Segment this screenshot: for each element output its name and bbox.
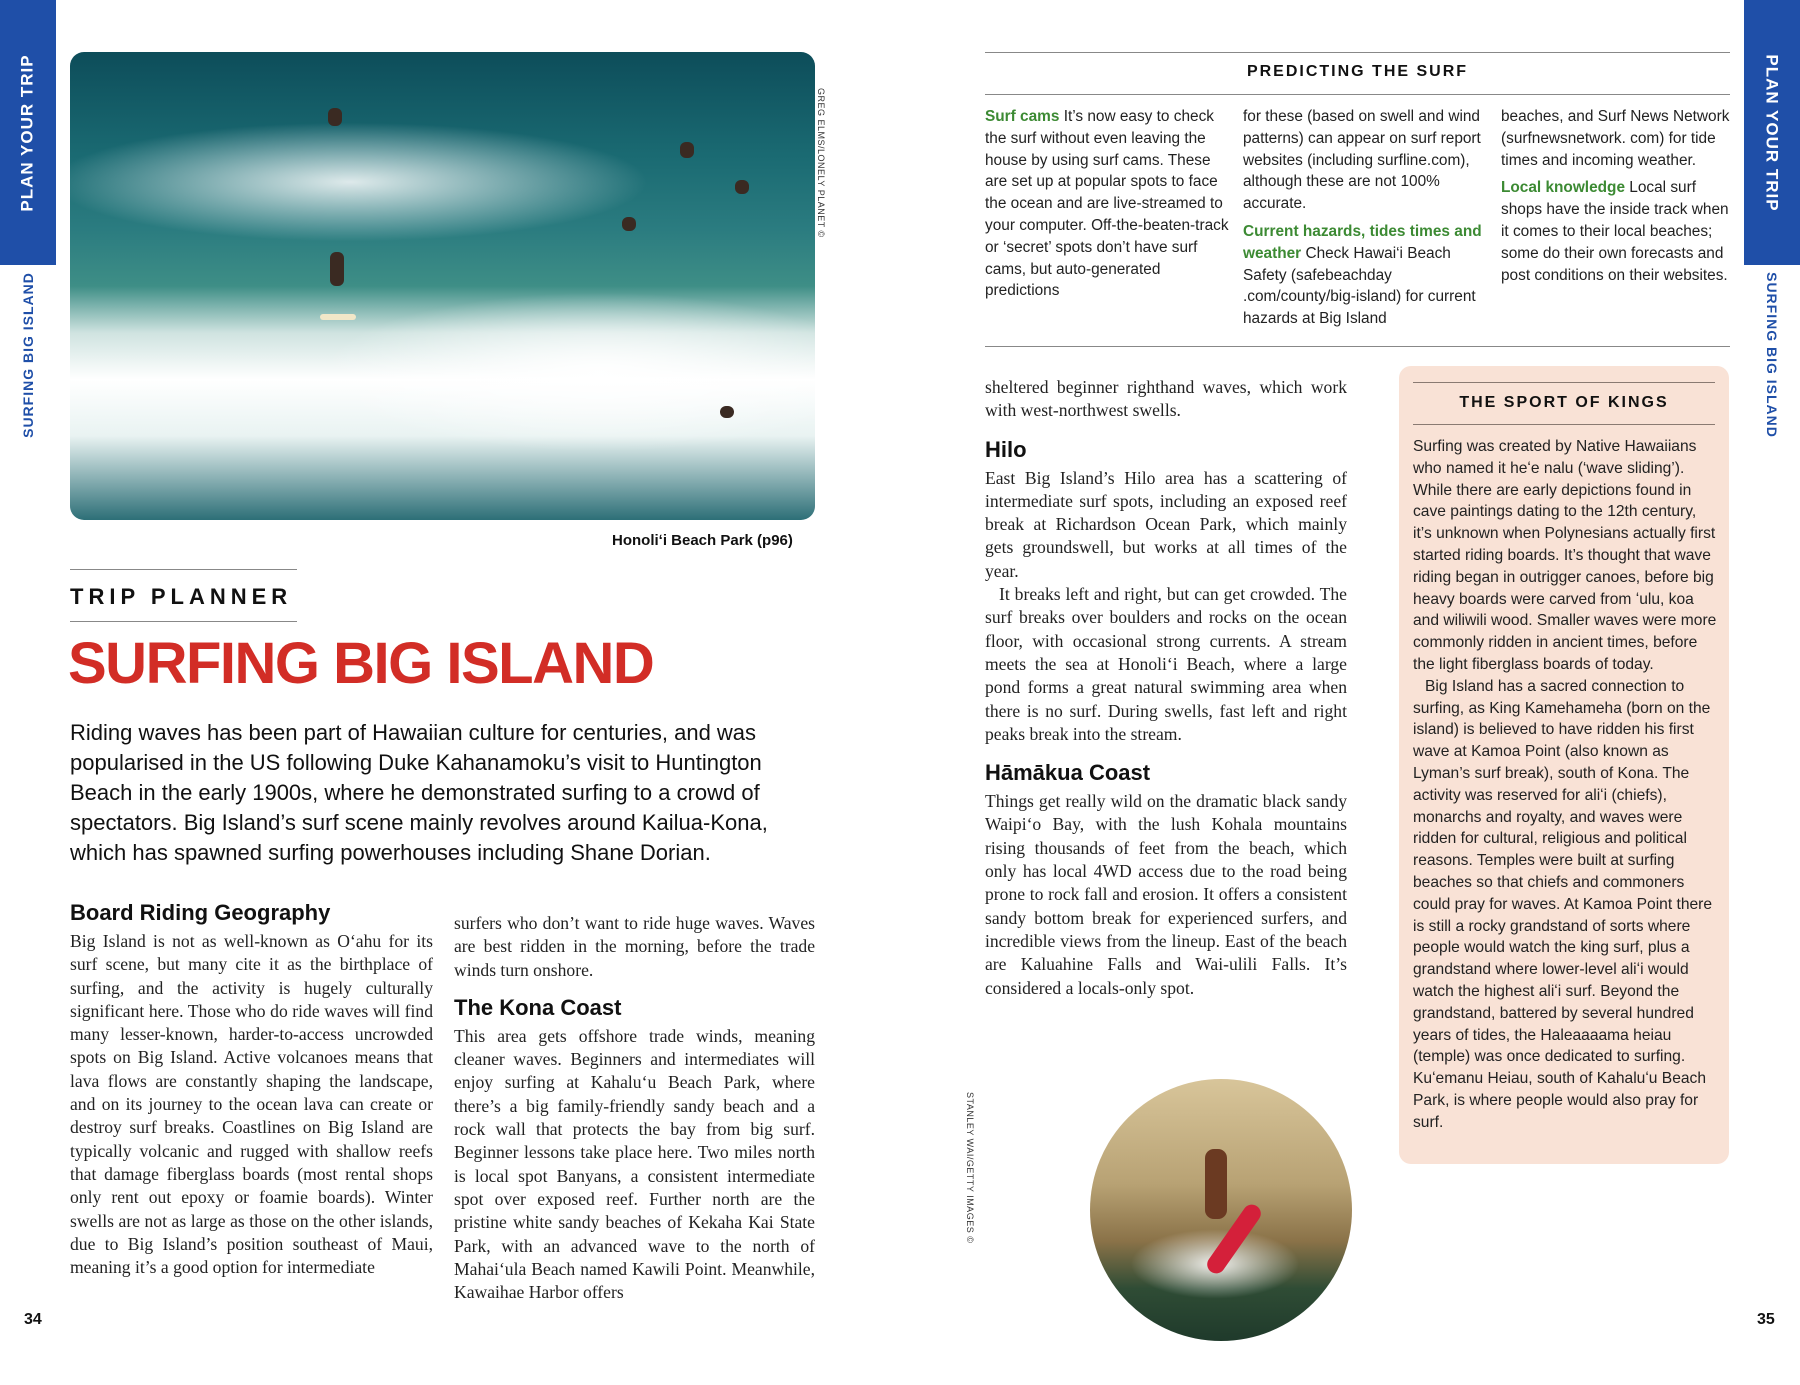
page-number: 35 (1757, 1311, 1775, 1328)
photo-credit: GREG ELMS/LONELY PLANET © (816, 88, 826, 238)
body-paragraph: Surfing was created by Native Hawaiians who named it heʻe nalu (‘wave sliding’). While there are early depictions found in cave paintings dating to the 12th century, it’s unknown when Polynesians actually first started riding boards. It’s thought that wave riding began in outrigger canoes, before big heavy boards were carved from ʻulu, koa and wiliwili wood. Smaller waves were more commonly ridden in ancient times, before the light fiberglass boards of today. (1413, 438, 1717, 673)
page-title: SURFING BIG ISLAND (68, 631, 654, 696)
left-tab-chapter-label: SURFING BIG ISLAND (20, 272, 36, 438)
body-paragraph: East Big Island’s Hilo area has a scattering of intermediate surf spots, including an exposed reef break at Richardson Ocean Park, which mainly gets groundswell, but works at all times of the year. (985, 467, 1347, 581)
left-tab-chapter (0, 265, 56, 445)
right-tab-chapter (1744, 265, 1800, 445)
sport-of-kings-box (1399, 366, 1729, 1164)
section-heading: Hilo (985, 436, 1027, 462)
body-paragraph: It breaks left and right, but can get crowded. The surf breaks over boulders and rocks on the ocean floor, with occasional strong currents. A stream meets the sea at Honoli‘i Beach, where a large pond forms a great natural swimming area when there is no surf. During swells, fast left and right peaks break into the stream. (985, 584, 1347, 744)
surfer-figure (330, 252, 344, 286)
surfer-figure (1205, 1149, 1227, 1219)
divider (70, 569, 297, 570)
wave-crest (70, 122, 650, 242)
tip-text: beaches, and Surf News Network (surfnewsnetwork. com) for tide times and incoming weather. (1501, 108, 1730, 169)
tip-text: Check Hawai‘i Beach Safety (safebeachday .com/county/big-island) for current hazards at Big Island (1243, 244, 1476, 328)
surfer-figure (720, 406, 734, 418)
surfer-figure (622, 217, 636, 231)
box-text (1413, 436, 1717, 1134)
divider (985, 94, 1730, 95)
article-column-3 (985, 376, 1347, 1000)
right-tab-chapter-label: SURFING BIG ISLAND (1764, 272, 1780, 438)
right-tab-section[interactable] (1744, 0, 1800, 265)
divider (1413, 424, 1715, 425)
divider (985, 346, 1730, 347)
section-kicker: TRIP PLANNER (70, 584, 293, 609)
tip-text: Local surf shops have the inside track when it comes to their local beaches; some do their own forecasts and post conditions on their websites. (1501, 179, 1729, 284)
left-tab-section[interactable] (0, 0, 56, 265)
wave-crest (320, 292, 815, 452)
surfer-circle-photo (1090, 1079, 1352, 1341)
surf-photo-honolii (70, 52, 815, 520)
photo-caption: Honoliʻi Beach Park (p96) (612, 532, 793, 549)
section-heading: Board Riding Geography (70, 900, 331, 925)
box-heading: PREDICTING THE SURF (1246, 63, 1469, 80)
divider (1413, 382, 1715, 383)
article-column-2 (454, 912, 815, 1304)
body-paragraph: Big Island has a sacred connection to surfing, as King Kamehameha (born on the island) is believed to have ridden his first wave at Kamoa Point (also known as Lyman’s surf break), south of Kona. The activity was reserved for aliʻi (chiefs), monarchs and royalty, and waves were ridden for cultural, religious and political reasons. Temples were built at surfing beaches so that chiefs and commoners could pray for waves. At Kamoa Point there is still a rocky grandstand of sorts where people would watch the king surf, plus a grandstand where lower-level aliʻi would watch the highest aliʻi surf. Beyond the grandstand, battered by several hundred years of tides, the Haleaaaama heiau (temple) was once dedicated to surfing. Kuʻemanu Heiau, south of Kahaluʻu Beach Park, is where people would also pray for surf. (1413, 677, 1713, 1131)
predict-column-2 (1243, 106, 1488, 330)
surfer-figure (735, 180, 749, 194)
body-paragraph: This area gets offshore trade winds, meaning cleaner waves. Beginners and intermediates will enjoy surfing at Kahalu‘u Beach Park, where there’s a big family-friendly sandy beach and a rock wall that protects the bay from big surf. Beginner lessons take place here. Two miles north is local spot Banyans, a consistent intermediate spot over exposed reef. Further north are the pristine white sandy beaches of Kekaha Kai State Park, with an advanced wave to the north of Mahai‘ula Beach named Kawili Point. Meanwhile, Kawaihae Harbor offers (454, 1025, 815, 1303)
predict-column-3 (1501, 106, 1730, 286)
surfboard (320, 314, 356, 320)
left-side-tab (0, 0, 56, 445)
page-number: 34 (24, 1311, 42, 1328)
surfer-figure (328, 108, 342, 126)
tip-lead: Surf cams (985, 108, 1060, 125)
tip-lead: Local knowledge (1501, 179, 1626, 197)
predict-column-1 (985, 106, 1230, 302)
divider (70, 621, 297, 622)
right-tab-label: PLAN YOUR TRIP (1763, 53, 1783, 212)
box-heading: THE SPORT OF KINGS (1459, 394, 1669, 411)
body-paragraph: surfers who don’t want to ride huge waves. Waves are best ridden in the morning, before the trade winds turn onshore. (454, 913, 815, 980)
photo-credit: STANLEY WAI/GETTY IMAGES © (965, 1092, 975, 1244)
left-tab-label: PLAN YOUR TRIP (18, 53, 38, 212)
surfer-figure (680, 142, 694, 158)
tip-lead: Current hazards, tides times and weather (1243, 222, 1482, 262)
intro-paragraph: Riding waves has been part of Hawaiian culture for centuries, and was popularised in the US following Duke Kahanamoku’s visit to Huntington Beach in the early 1900s, where he demonstrated surfing to a crowd of spectators. Big Island’s surf scene mainly revolves around Kailua-Kona, which has spawned surfing powerhouses including Shane Dorian. (70, 720, 768, 865)
section-heading: Hāmākua Coast (985, 760, 1151, 786)
body-paragraph: Big Island is not as well-known as O‘ahu for its surf scene, but many cite it as the birthplace of surfing, and the activity is hugely culturally significant here. Those who do ride waves will find many lesser-known, harder-to-access uncrowded spots on Big Island. Active volcanoes means that lava flows are constantly shaping the landscape, and on its journey to the ocean lava can create or destroy surf breaks. Coastlines on Big Island are typically volcanic and rugged with shallow reefs that damage fiberglass boards (most rental shops only rent out epoxy or foamie boards). Winter swells are not as large as those on the other islands, due to Big Island’s position southeast of Maui, meaning it’s a good option for intermediate (70, 931, 433, 1278)
tip-text: It’s now easy to check the surf without even leaving the house by using surf cams. These are set up at popular spots to face the ocean and are live-streamed to your computer. Off-the-beaten-track or ‘secret’ spots don’t have surf cams, but auto-generated predictions (985, 108, 1229, 300)
body-paragraph: Things get really wild on the dramatic black sandy Waipi‘o Bay, with the lush Kohala mountains rising thousands of feet from the beach, which only has local 4WD access due to the road being prone to rock fall and erosion. It offers a consistent sandy bottom break for experienced surfers, and incredible views from the lineup. East of the beach are Kaluahine Falls and Wai-ulili Falls. It’s considered a locals-only spot. (985, 791, 1347, 998)
body-paragraph: sheltered beginner righthand waves, which work with west-northwest swells. (985, 377, 1347, 421)
tip-text: for these (based on swell and wind patterns) can appear on surf report websites (including surfline.com), although these are not 100% accurate. (1243, 108, 1481, 213)
divider (985, 52, 1730, 53)
section-heading: The Kona Coast (454, 994, 622, 1020)
right-side-tab (1744, 0, 1800, 445)
article-column-1 (70, 900, 433, 1279)
